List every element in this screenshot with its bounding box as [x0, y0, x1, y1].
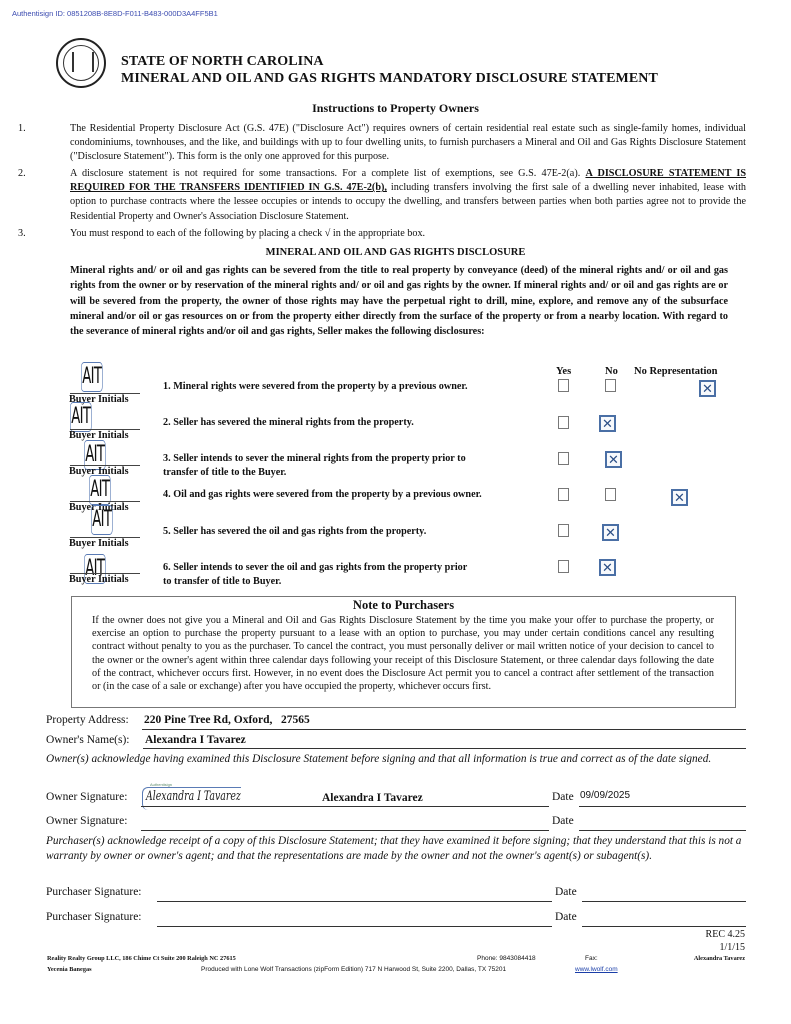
- buyer-initials-label: Buyer Initials: [69, 538, 129, 549]
- disclosure-heading: MINERAL AND OIL AND GAS RIGHTS DISCLOSURE: [265, 247, 526, 258]
- question-1: 1. Mineral rights were severed from the property by a previous owner.: [163, 381, 468, 392]
- q1-no-checkbox[interactable]: [605, 379, 616, 392]
- nc-seal-icon: [56, 38, 106, 88]
- instruction-text: You must respond to each of the following by placing a check √ in the appropriate box.: [70, 228, 426, 239]
- form-code: REC 4.25: [705, 929, 745, 940]
- buyer-initials-label: Buyer Initials: [69, 502, 129, 513]
- buyer-initials-field[interactable]: AIT: [70, 402, 92, 432]
- q2-yes-checkbox[interactable]: [558, 416, 569, 429]
- column-no-representation: No Representation: [634, 366, 718, 377]
- page-title-state: STATE OF NORTH CAROLINA: [121, 54, 324, 69]
- purchaser-signature-1-date-line[interactable]: [582, 901, 746, 902]
- owner-signature-line: [141, 806, 549, 807]
- owner-names-line: [143, 748, 746, 749]
- question-6-line2: to transfer of title to Buyer.: [163, 576, 282, 587]
- lwolf-website-link[interactable]: www.lwolf.com: [575, 966, 618, 973]
- q3-yes-checkbox[interactable]: [558, 452, 569, 465]
- owner-acknowledgment: Owner(s) acknowledge having examined this Disclosure Statement before signing and that all information is true and correct as of the date signed.: [46, 753, 712, 765]
- buyer-initials-field[interactable]: AIT: [89, 475, 111, 505]
- date-label: Date: [552, 791, 574, 803]
- authentisign-tag: Authentisign: [150, 782, 173, 787]
- q5-yes-checkbox[interactable]: [558, 524, 569, 537]
- instruction-number: 3.: [18, 228, 26, 239]
- date-line: [579, 806, 746, 807]
- phone-number: Phone: 9843084418: [477, 955, 536, 962]
- instruction-text-after: including transfers involving the first sale of a dwelling never inhabited, lease with option to purchase contracts where the lessee occupies or intends to occupy the dwelling, and transfers between parties when both parties agree not to provide the Residential Property and Owner's Association Disclosure Statement.: [70, 182, 746, 222]
- owner-signature-2-label: Owner Signature:: [46, 815, 128, 827]
- disclosure-intro: Mineral rights and/ or oil and gas rights can be severed from the title to real property by conveyance (deed) of the mineral rights and/ or oil and gas rights from the owner or by reservation of the mineral rights and/ or oil and gas rights by the owner. If mineral rights and/ or oil and gas rights are or will be severed from the property, the owner of those rights may have the perpetual right to drill, mine, explore, and remove any of the subsurface mineral and/or oil or gas resources on or from the property either directly from the surface of the property or from a nearby location. With regard to the severance of mineral rights and/or oil and gas rights, Seller makes the following disclosures:: [70, 265, 728, 338]
- property-address-value[interactable]: 220 Pine Tree Rd, Oxford, 27565: [144, 714, 310, 726]
- instruction-number: 2.: [18, 168, 26, 179]
- produced-with: Produced with Lone Wolf Transactions (zipForm Edition) 717 N Harwood St, Suite 2200, Dallas, TX 75201: [201, 966, 507, 973]
- instructions-heading: Instructions to Property Owners: [312, 101, 479, 115]
- question-3-line2: transfer of title to the Buyer.: [163, 467, 287, 478]
- q6-yes-checkbox[interactable]: [558, 560, 569, 573]
- buyer-initials-field[interactable]: AIT: [81, 362, 103, 392]
- buyer-initials-field[interactable]: AIT: [84, 554, 106, 584]
- buyer-initials-label: Buyer Initials: [69, 430, 129, 441]
- owner-signature-2-line[interactable]: [141, 830, 549, 831]
- buyer-initials-label: Buyer Initials: [69, 394, 129, 405]
- client-name: Alexandra Tavarez: [693, 955, 745, 962]
- buyer-initials-field[interactable]: AIT: [84, 440, 106, 470]
- question-4: 4. Oil and gas rights were severed from the property by a previous owner.: [163, 489, 482, 500]
- column-no: No: [605, 366, 618, 377]
- property-address-line: [142, 729, 746, 730]
- instruction-text: The Residential Property Disclosure Act (G.S. 47E) ("Disclosure Act") requires owners of certain residential real estate such as single-family homes, individual condominiums, townhouses, and the like, and buildings with up to four dwelling units, to furnish purchasers a Mineral and Oil and Gas Rights Disclosure Statement ("Disclosure Statement"). This form is the only one approved for this purpose.: [70, 123, 746, 163]
- purchaser-signature-1-line[interactable]: [157, 901, 552, 902]
- q2-no-checkbox[interactable]: ✕: [599, 415, 616, 432]
- note-to-purchasers-box: [71, 596, 736, 708]
- q4-no-checkbox[interactable]: [605, 488, 616, 501]
- purchaser-signature-1-label: Purchaser Signature:: [46, 886, 142, 898]
- instruction-item-1: [18, 122, 746, 165]
- owner-names-value[interactable]: Alexandra I Tavarez: [145, 734, 246, 746]
- instruction-text: [70, 167, 746, 224]
- instruction-text-emphasis: A DISCLOSURE STATEMENT IS REQUIRED FOR THE TRANSFERS IDENTIFIED IN G.S. 47E-2(b),: [70, 168, 747, 194]
- purchaser-signature-2-date-line[interactable]: [582, 926, 746, 927]
- owner-signature-label: Owner Signature:: [46, 791, 128, 803]
- question-3-line1: 3. Seller intends to sever the mineral rights from the property prior to: [163, 453, 466, 464]
- q4-no-representation-checkbox[interactable]: ✕: [671, 489, 688, 506]
- property-address-label: Property Address:: [46, 714, 129, 726]
- instruction-number: 1.: [18, 123, 26, 134]
- instruction-text-before: A disclosure statement is not required for some transactions. For a complete list of exemptions, see G.S. 47E-2(a).: [70, 168, 586, 179]
- question-6-line1: 6. Seller intends to sever the oil and gas rights from the property prior: [163, 562, 468, 573]
- q5-no-checkbox[interactable]: ✕: [602, 524, 619, 541]
- question-2: 2. Seller has severed the mineral rights from the property.: [163, 417, 414, 428]
- instruction-item-2: [18, 167, 746, 224]
- authentisign-id: Authentisign ID: 0851208B-8E8D-F011-B483-000D3A4FF5B1: [12, 9, 218, 18]
- fax-number: Fax:: [585, 955, 598, 962]
- owner-signature-2-date-line[interactable]: [579, 830, 746, 831]
- owner-printed-name: Alexandra I Tavarez: [322, 792, 423, 804]
- date-label: Date: [552, 815, 574, 827]
- q6-no-checkbox[interactable]: ✕: [599, 559, 616, 576]
- page-title-form: MINERAL AND OIL AND GAS RIGHTS MANDATORY DISCLOSURE STATEMENT: [121, 71, 658, 86]
- date-label: Date: [555, 886, 577, 898]
- instruction-item-3: [18, 227, 746, 241]
- q3-no-checkbox[interactable]: ✕: [605, 451, 622, 468]
- purchaser-acknowledgment: Purchaser(s) acknowledge receipt of a copy of this Disclosure Statement; that they have examined it before signing; that they understand that this is not a warranty by owner or owner's agent; and that the representations are made by the owner and not the owner's agent(s) or subagent(s).: [46, 835, 742, 862]
- owner-signature-date[interactable]: 09/09/2025: [580, 790, 631, 801]
- purchaser-signature-2-line[interactable]: [157, 926, 552, 927]
- date-label: Date: [555, 911, 577, 923]
- owner-names-label: Owner's Name(s):: [46, 734, 130, 746]
- question-3: [163, 452, 466, 480]
- question-6: [163, 561, 467, 589]
- buyer-initials-label: Buyer Initials: [69, 574, 129, 585]
- question-5: 5. Seller has severed the oil and gas rights from the property.: [163, 526, 427, 537]
- buyer-initials-field[interactable]: AIT: [91, 505, 113, 535]
- note-body: If the owner does not give you a Mineral and Oil and Gas Rights Disclosure Statement by the time you make your offer to purchase the property, or exercise an option to purchase the property pursuant to a lease with an option to purchase, you may under certain conditions cancel any resulting contract without penalty to you as the purchaser. To cancel the contract, you must personally deliver or mail written notice of your decision to cancel to the owner or the owner's agent within three calendar days following your receipt of this Disclosure Statement, or three calendar days following the date of the contract, whichever occurs first. However, in no event does the Disclosure Act permit you to cancel a contract after settlement of the transaction or (in the case of a sale or exchange) after you have occupied the property, whichever occurs first.: [92, 615, 714, 693]
- note-title: Note to Purchasers: [352, 598, 455, 612]
- agent-name: Yecenia Banegas: [47, 966, 92, 973]
- form-date: 1/1/15: [719, 942, 745, 953]
- buyer-initials-label: Buyer Initials: [69, 466, 129, 477]
- purchaser-signature-2-label: Purchaser Signature:: [46, 911, 142, 923]
- column-yes: Yes: [556, 366, 572, 377]
- owner-signature-script[interactable]: Alexandra I Tavarez: [146, 789, 241, 804]
- brokerage-info: Reality Realty Group LLC, 186 Chime Ct Suite 200 Raleigh NC 27615: [47, 955, 236, 962]
- q4-yes-checkbox[interactable]: [558, 488, 569, 501]
- q1-no-representation-checkbox[interactable]: ✕: [699, 380, 716, 397]
- q1-yes-checkbox[interactable]: [558, 379, 569, 392]
